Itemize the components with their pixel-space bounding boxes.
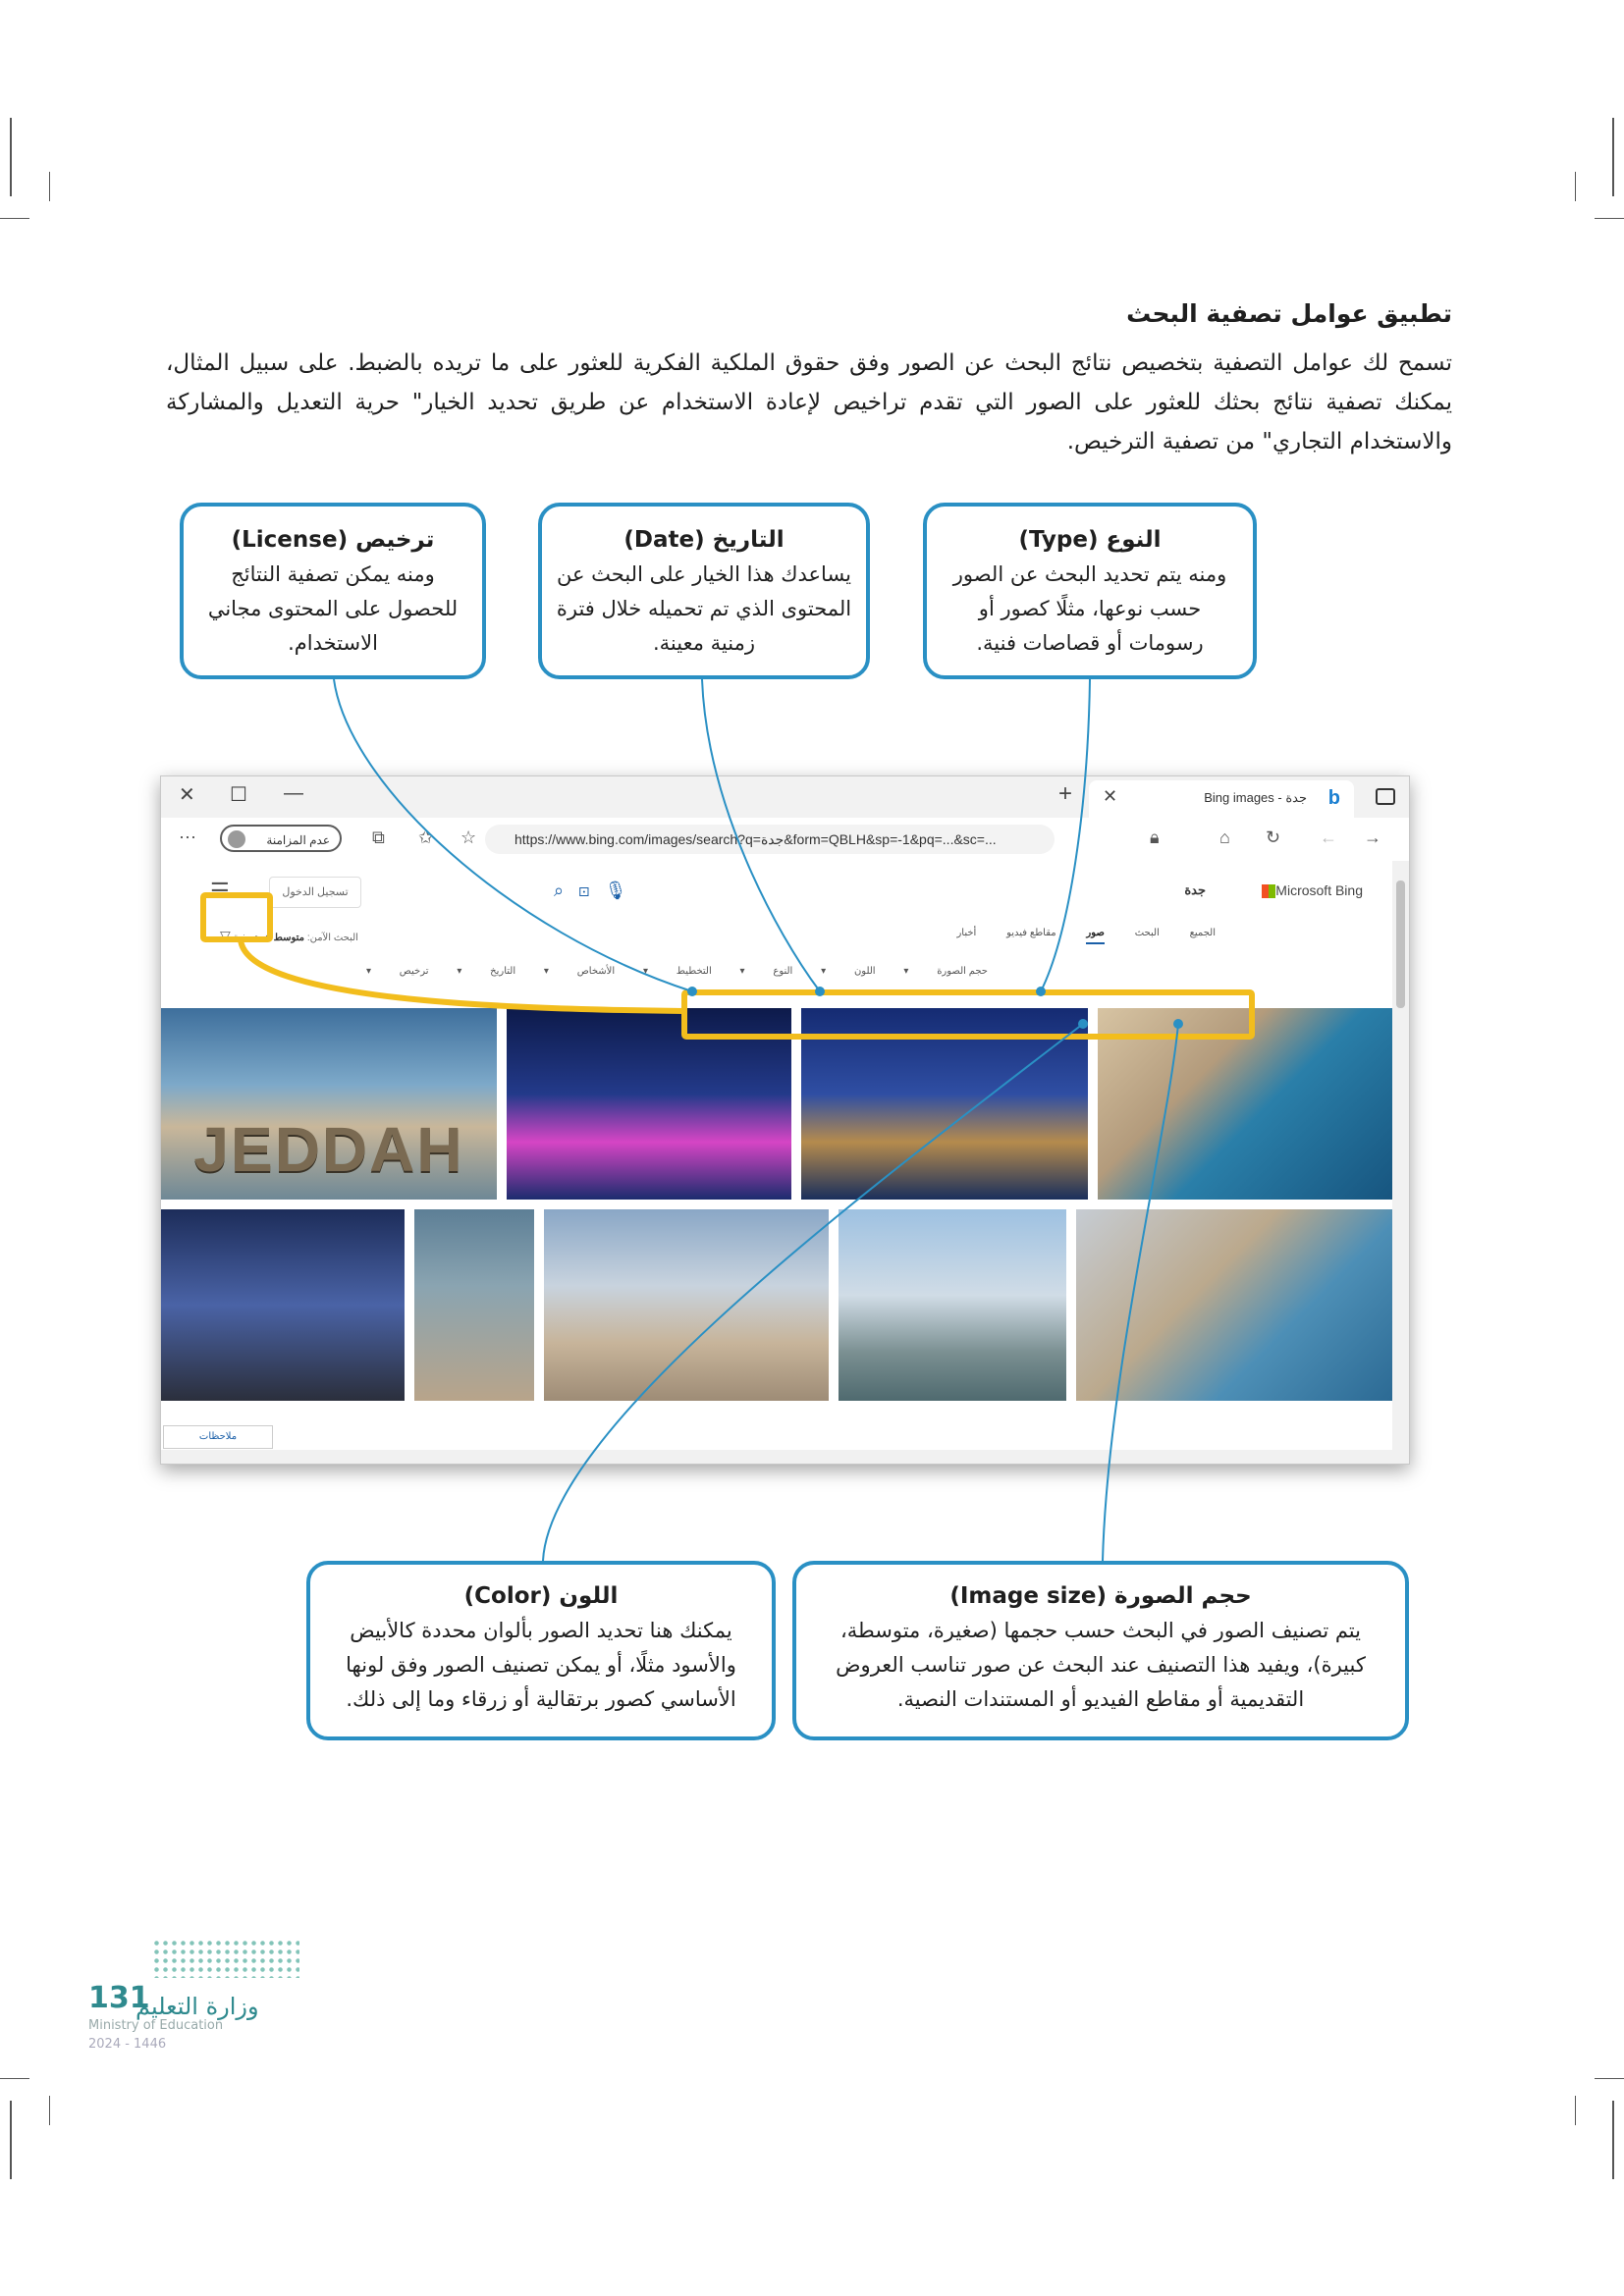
visual-search-icon[interactable]: ⊡: [578, 881, 590, 900]
tab-bing-images[interactable]: [1089, 780, 1354, 818]
callout-date-text: يساعدك هذا الخيار على البحث عن المحتوى الذي تم تحميله خلال فترة زمنية معينة.: [556, 562, 852, 655]
safesearch: البحث الآمن: متوسط ▾ تصفية ▽: [220, 928, 358, 943]
favorites-list-icon[interactable]: ✩: [418, 828, 434, 847]
crop-mark: [10, 118, 12, 196]
edition-year: 2024 - 1446: [88, 2037, 167, 2052]
filter-color-label: اللون: [853, 966, 876, 977]
search-icon[interactable]: ⌕: [554, 881, 565, 900]
hamburger-menu-icon[interactable]: ☰: [210, 879, 230, 903]
page-number: 131: [88, 1981, 150, 2015]
microsoft-logo-icon: [1262, 884, 1275, 898]
tab-images[interactable]: صور: [1086, 928, 1105, 944]
brand-logo[interactable]: [1258, 882, 1363, 898]
image-result[interactable]: [839, 1209, 1066, 1401]
filter-license[interactable]: ترخيص ▾: [365, 966, 429, 977]
brand-label: Microsoft Bing: [1275, 882, 1363, 898]
callout-type-text: ومنه يتم تحديد البحث عن الصور حسب نوعها، مثلًا كصور أو رسومات أو قصاصات فنية.: [952, 562, 1227, 655]
browser-window: [160, 775, 1410, 1465]
search-query[interactable]: جدة: [1184, 882, 1206, 897]
tab-all[interactable]: الجميع: [1189, 928, 1216, 938]
image-result[interactable]: [414, 1209, 534, 1401]
nav-tabs: [929, 928, 1216, 938]
login-button[interactable]: تسجيل الدخول: [269, 877, 361, 908]
ministry-name-en: Ministry of Education: [88, 2018, 224, 2033]
close-window-icon[interactable]: ✕: [179, 784, 195, 806]
crop-mark: [1575, 172, 1576, 201]
callout-color: [306, 1561, 776, 1740]
crop-mark: [0, 2078, 29, 2079]
minimize-icon[interactable]: —: [284, 782, 303, 804]
tab-search[interactable]: البحث: [1134, 928, 1160, 938]
more-icon[interactable]: ⋯: [179, 828, 196, 847]
crop-mark: [1575, 2096, 1576, 2125]
refresh-icon[interactable]: ↻: [1266, 828, 1281, 847]
crop-mark: [49, 172, 50, 201]
filter-people[interactable]: الأشخاص ▾: [543, 966, 616, 977]
filter-image-size[interactable]: حجم الصورة ▾: [903, 966, 988, 977]
filter-image-size-label: حجم الصورة: [937, 966, 988, 977]
image-caption: JEDDAH: [193, 1114, 464, 1185]
vertical-scrollbar[interactable]: [1392, 861, 1409, 1450]
url-field[interactable]: [485, 825, 1055, 854]
filter-people-label: الأشخاص: [576, 966, 616, 977]
tab-videos[interactable]: مقاطع فيديو: [1006, 928, 1056, 938]
callout-image-size-text: يتم تصنيف الصور في البحث حسب حجمها (صغيرة، متوسطة، كبيرة)، ويفيد هذا التصنيف عند البحث عن صور تناسب العروض التقديمية أو مقاطع الفيديو أو المستندات النصية.: [836, 1619, 1366, 1711]
new-tab-icon[interactable]: +: [1057, 780, 1072, 807]
image-result[interactable]: [1076, 1209, 1392, 1401]
image-result[interactable]: [161, 1008, 497, 1200]
avatar: [228, 830, 245, 848]
back-icon[interactable]: →: [1364, 828, 1381, 847]
ministry-name-ar: وزارة التعليم: [135, 1993, 259, 2020]
forward-icon[interactable]: ←: [1320, 828, 1337, 847]
crop-mark: [10, 2101, 12, 2179]
bing-logo-icon: b: [1327, 787, 1340, 809]
intro-paragraph: تسمح لك عوامل التصفية بتخصيص نتائج البحث عن الصور وفق حقوق الملكية الفكرية للعثور على ما تريده بالضبط. على سبيل المثال، يمكنك تصفية نتائج بحثك للعثور على الصور التي تقدم تراخيص لإعادة الاستخدام عن طريق تحديد الخيار" حرية التعديل والمشاركة والاستخدام التجاري" من تصفية الترخيص.: [166, 350, 1452, 454]
crop-mark: [0, 218, 29, 219]
callout-date-title: التاريخ (Date): [623, 527, 785, 553]
address-bar: [161, 818, 1409, 862]
bing-page: [161, 861, 1392, 1450]
filter-type-label: النوع: [773, 966, 793, 977]
tab-title: Bing images - جدة: [1204, 790, 1307, 805]
filter-layout[interactable]: التخطيط ▾: [642, 966, 712, 977]
filter-icon[interactable]: ▽: [220, 928, 231, 943]
callout-image-size-title: حجم الصورة (Image size): [949, 1583, 1252, 1609]
tab-bar: [161, 776, 1409, 818]
horizontal-scrollbar[interactable]: [161, 1450, 1409, 1464]
crop-mark: [1595, 218, 1624, 219]
image-result[interactable]: [161, 1209, 405, 1401]
filter-date[interactable]: التاريخ ▾: [457, 966, 516, 977]
crop-mark: [1595, 2078, 1624, 2079]
callout-license-text: ومنه يمكن تصفية النتائج للحصول على المحتوى مجاني الاستخدام.: [207, 562, 459, 655]
home-icon[interactable]: ⌂: [1219, 828, 1230, 847]
url-text: https://www.bing.com/images/search?q=جدة&form=QBLH&sp=-1&pq=...&sc=...: [514, 831, 997, 847]
crop-mark: [1612, 118, 1614, 196]
filter-layout-label: التخطيط: [676, 966, 712, 977]
filter-date-label: التاريخ: [490, 966, 516, 977]
ministry-logo-dots: [152, 1939, 299, 1978]
image-result[interactable]: [544, 1209, 829, 1401]
callout-license: [180, 503, 486, 679]
callout-color-text: يمكنك هنا تحديد الصور بألوان محددة كالأبيض والأسود مثلًا، أو يمكن تصنيف الصور وفق لونها الأساسي كصور برتقالية أو زرقاء وما إلى ذلك.: [346, 1619, 736, 1711]
crop-mark: [1612, 2101, 1614, 2179]
maximize-icon[interactable]: ☐: [230, 784, 247, 806]
filter-bar: [341, 966, 988, 977]
close-tab-icon[interactable]: ✕: [1103, 786, 1118, 806]
add-favorite-icon[interactable]: ☆: [460, 828, 477, 847]
search-tools: [554, 881, 626, 901]
image-result[interactable]: [1098, 1008, 1392, 1200]
lock-icon[interactable]: 🔒︎: [1150, 828, 1160, 847]
safesearch-filter[interactable]: تصفية: [233, 933, 258, 943]
callout-date: [538, 503, 870, 679]
callout-image-size: [792, 1561, 1409, 1740]
feedback-button[interactable]: ملاحظات: [163, 1425, 273, 1449]
callout-type: [923, 503, 1257, 679]
section-heading: تطبيق عوامل تصفية البحث: [1126, 299, 1452, 328]
microphone-icon[interactable]: 🎙︎: [604, 881, 627, 900]
filter-color[interactable]: اللون ▾: [821, 966, 876, 977]
tab-actions-icon[interactable]: [1376, 788, 1395, 805]
filter-type[interactable]: النوع ▾: [739, 966, 793, 977]
safesearch-value[interactable]: متوسط: [273, 933, 305, 943]
tab-news[interactable]: أخبار: [956, 928, 977, 938]
scrollbar-thumb[interactable]: [1396, 881, 1405, 1008]
safesearch-label: البحث الآمن:: [306, 933, 358, 943]
image-result[interactable]: [801, 1008, 1088, 1200]
crop-mark: [49, 2096, 50, 2125]
callout-license-title: ترخيص (License): [231, 527, 435, 553]
callout-type-title: النوع (Type): [1018, 527, 1162, 553]
filter-license-label: ترخيص: [399, 966, 429, 977]
collections-icon[interactable]: ⧉: [372, 828, 385, 847]
callout-color-title: اللون (Color): [463, 1583, 619, 1609]
image-result[interactable]: [507, 1008, 791, 1200]
sync-button[interactable]: [220, 825, 342, 852]
sync-label: عدم المزامنة: [266, 833, 330, 847]
